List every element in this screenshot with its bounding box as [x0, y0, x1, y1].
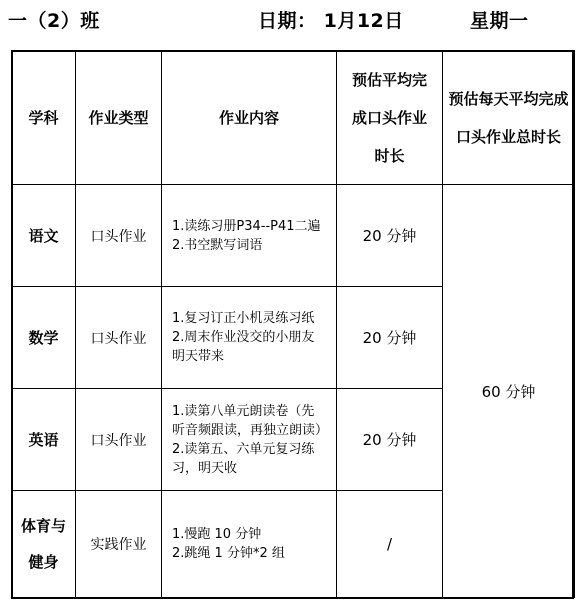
class-label: 一（2）班	[8, 10, 100, 32]
date-label: 日期： 1月12日	[258, 10, 404, 32]
header-avg-time-line: 时长	[374, 146, 405, 165]
header-daily-total-line: 口头作业总时长	[455, 127, 561, 146]
subject-cell: 英语	[12, 389, 76, 491]
content-line: 1.读练习册P34--P41二遍	[172, 218, 321, 234]
type-cell: 口头作业	[76, 389, 162, 491]
content-line: 1.读第八单元朗读卷（先	[172, 403, 315, 419]
total-time-cell: 60 分钟	[443, 185, 575, 598]
type-cell: 口头作业	[76, 287, 162, 389]
content-cell	[162, 185, 337, 287]
weekday-label: 星期一	[470, 10, 529, 32]
content-cell	[162, 491, 337, 598]
header-subject: 学科	[12, 51, 76, 185]
subject-cell: 数学	[12, 287, 76, 389]
table-row	[12, 185, 575, 287]
header-daily-total	[443, 51, 575, 185]
content-line: 听音频跟读，再独立朗读）	[172, 422, 329, 438]
homework-table	[11, 50, 575, 598]
content-line: 2.书空默写词语	[172, 237, 263, 253]
content-line: 2.周末作业没交的小朋友	[172, 330, 315, 345]
header-daily-total-line: 预估每天平均完成	[448, 89, 569, 108]
time-cell: 20 分钟	[337, 389, 443, 491]
content-line: 明天带来	[172, 349, 225, 364]
header-content: 作业内容	[162, 51, 337, 185]
content-line: 2.读第五、六单元复习练	[172, 441, 315, 457]
subject-cell	[12, 491, 76, 598]
header-avg-time	[337, 51, 443, 185]
content-line: 1.复习订正小机灵练习纸	[172, 311, 315, 326]
header-type: 作业类型	[76, 51, 162, 185]
subject-line: 体育与	[20, 517, 66, 535]
time-cell: 20 分钟	[337, 287, 443, 389]
time-cell: /	[337, 491, 443, 598]
content-line: 1.慢跑 10 分钟	[172, 527, 262, 542]
header-avg-time-line: 预估平均完	[351, 70, 427, 89]
content-cell	[162, 287, 337, 389]
page-header	[0, 6, 587, 34]
content-line: 习，明天收	[172, 460, 238, 476]
header-avg-time-line: 成口头作业	[351, 108, 427, 127]
table-header-row	[12, 51, 575, 185]
content-cell	[162, 389, 337, 491]
subject-line: 健身	[28, 553, 59, 571]
type-cell: 实践作业	[76, 491, 162, 598]
subject-cell: 语文	[12, 185, 76, 287]
content-line: 2.跳绳 1 分钟*2 组	[172, 546, 285, 561]
time-cell: 20 分钟	[337, 185, 443, 287]
type-cell: 口头作业	[76, 185, 162, 287]
